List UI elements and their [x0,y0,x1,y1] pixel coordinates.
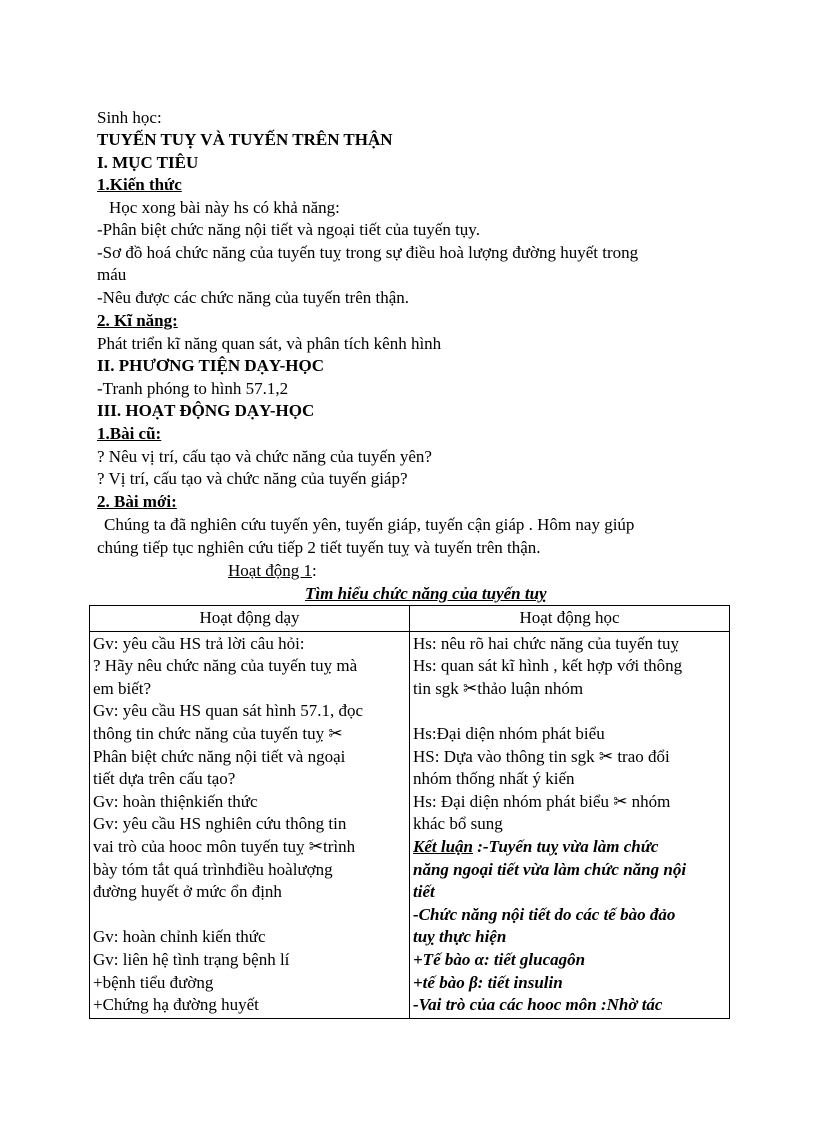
learn-line: Hs: Đại diện nhóm phát biểu ✂ nhóm [413,791,671,811]
skills-heading: 2. Kĩ năng: [97,311,178,330]
teach-line: Phân biệt chức năng nội tiết và ngoại [93,746,346,766]
activity-table [89,605,730,1019]
learn-line: Hs: quan sát kĩ hình , kết hợp với thông [413,656,683,676]
old-lesson-question: ? Nêu vị trí, cấu tạo và chức năng của tuyến yên? [97,447,432,466]
conclusion-line: +tế bào β: tiết insulin [413,972,563,992]
header-teaching: Hoạt động dạy [90,606,410,632]
learn-line: khác bổ sung [413,814,503,834]
teach-line: Gv: yêu cầu HS trả lời câu hỏi: [93,633,305,653]
table-row [90,631,730,1018]
conclusion-line: tiết [413,882,435,902]
teach-line: thông tin chức năng của tuyến tuỵ ✂ [93,723,343,743]
conclusion-line: tuỵ thực hiện [413,927,507,947]
conclusion-line [413,836,726,859]
teach-line: em biết? [93,678,152,698]
knowledge-intro: Học xong bài này hs có khả năng: [109,198,340,217]
teach-line: Gv: hoàn chỉnh kiến thức [93,927,266,947]
knowledge-item: -Nêu được các chức năng của tuyến trên thận. [97,288,410,307]
table-header-row [90,606,730,632]
learn-line: HS: Dựa vào thông tin sgk ✂ trao đổi [413,746,670,766]
teach-line: Gv: liên hệ tình trạng bệnh lí [93,949,290,969]
header-learning: Hoạt động học [410,606,730,632]
knowledge-heading: 1.Kiến thức [97,175,182,194]
teach-line: +Chứng hạ đường huyết [93,995,259,1015]
conclusion-line: năng ngoại tiết vừa làm chức năng nội [413,859,687,879]
teach-line: +bệnh tiểu đường [93,972,214,992]
teach-line: Gv: yêu cầu HS nghiên cứu thông tin [93,814,347,834]
conclusion-text: :-Tuyến tuỵ vừa làm chức [473,836,659,856]
learn-line: tin sgk ✂thảo luận nhóm [413,678,584,698]
teach-line: vai trò của hooc môn tuyến tuỵ ✂trình [93,836,356,856]
learn-line: Hs: nêu rõ hai chức năng của tuyến tuỵ [413,633,680,653]
learn-line: nhóm thống nhất ý kiến [413,769,575,789]
learn-line [413,700,726,723]
new-lesson-text: chúng tiếp tục nghiên cứu tiếp 2 tiết tuyến tuỵ và tuyến trên thận. [97,538,541,557]
conclusion-label: Kết luận [413,836,473,856]
teach-line [93,904,406,927]
section-1-heading: I. MỤC TIÊU [97,153,199,172]
activity-title: Tìm hiểu chức năng của tuyến tuỵ [305,584,547,603]
knowledge-item: -Phân biệt chức năng nội tiết và ngoại tiết của tuyến tụy. [97,220,480,239]
teach-line: Gv: yêu cầu HS quan sát hình 57.1, đọc [93,701,364,721]
teach-line: đường huyết ở mức ổn định [93,882,282,902]
teach-line: tiết dựa trên cấu tạo? [93,769,236,789]
new-lesson-heading: 2. Bài mới: [97,492,177,511]
skills-text: Phát triển kĩ năng quan sát, và phân tích kênh hình [97,334,442,353]
activity-label [228,560,317,582]
activity-label-colon: : [312,561,317,580]
activity-label-text: Hoạt động 1 [228,561,313,580]
conclusion-line: -Vai trò của các hooc môn :Nhờ tác [413,995,663,1015]
conclusion-line: +Tế bào α: tiết glucagôn [413,949,586,969]
section-2-heading: II. PHƯƠNG TIỆN DẠY-HỌC [97,356,325,375]
knowledge-item: máu [97,265,127,284]
teach-line: bày tóm tắt quá trìnhđiều hoàlượng [93,859,333,879]
teaching-cell [90,631,410,1018]
old-lesson-heading: 1.Bài cũ: [97,424,162,443]
learn-line: Hs:Đại diện nhóm phát biểu [413,723,605,743]
lesson-title: TUYẾN TUỴ VÀ TUYẾN TRÊN THẬN [97,130,393,149]
section-3-heading: III. HOẠT ĐỘNG DẠY-HỌC [97,401,315,420]
section-2-text: -Tranh phóng to hình 57.1,2 [97,379,289,398]
teach-line: ? Hãy nêu chức năng của tuyến tuỵ mà [93,656,358,676]
new-lesson-text: Chúng ta đã nghiên cứu tuyến yên, tuyến giáp, tuyến cận giáp . Hôm nay giúp [104,515,635,534]
conclusion-line: -Chức năng nội tiết do các tế bào đảo [413,904,676,924]
old-lesson-question: ? Vị trí, cấu tạo và chức năng của tuyến giáp? [97,469,408,488]
teach-line: Gv: hoàn thiệnkiến thức [93,791,258,811]
knowledge-item: -Sơ đồ hoá chức năng của tuyến tuỵ trong sự điều hoà lượng đường huyết trong [97,243,639,262]
learning-cell [410,631,730,1018]
subject-label: Sinh học: [97,108,162,127]
